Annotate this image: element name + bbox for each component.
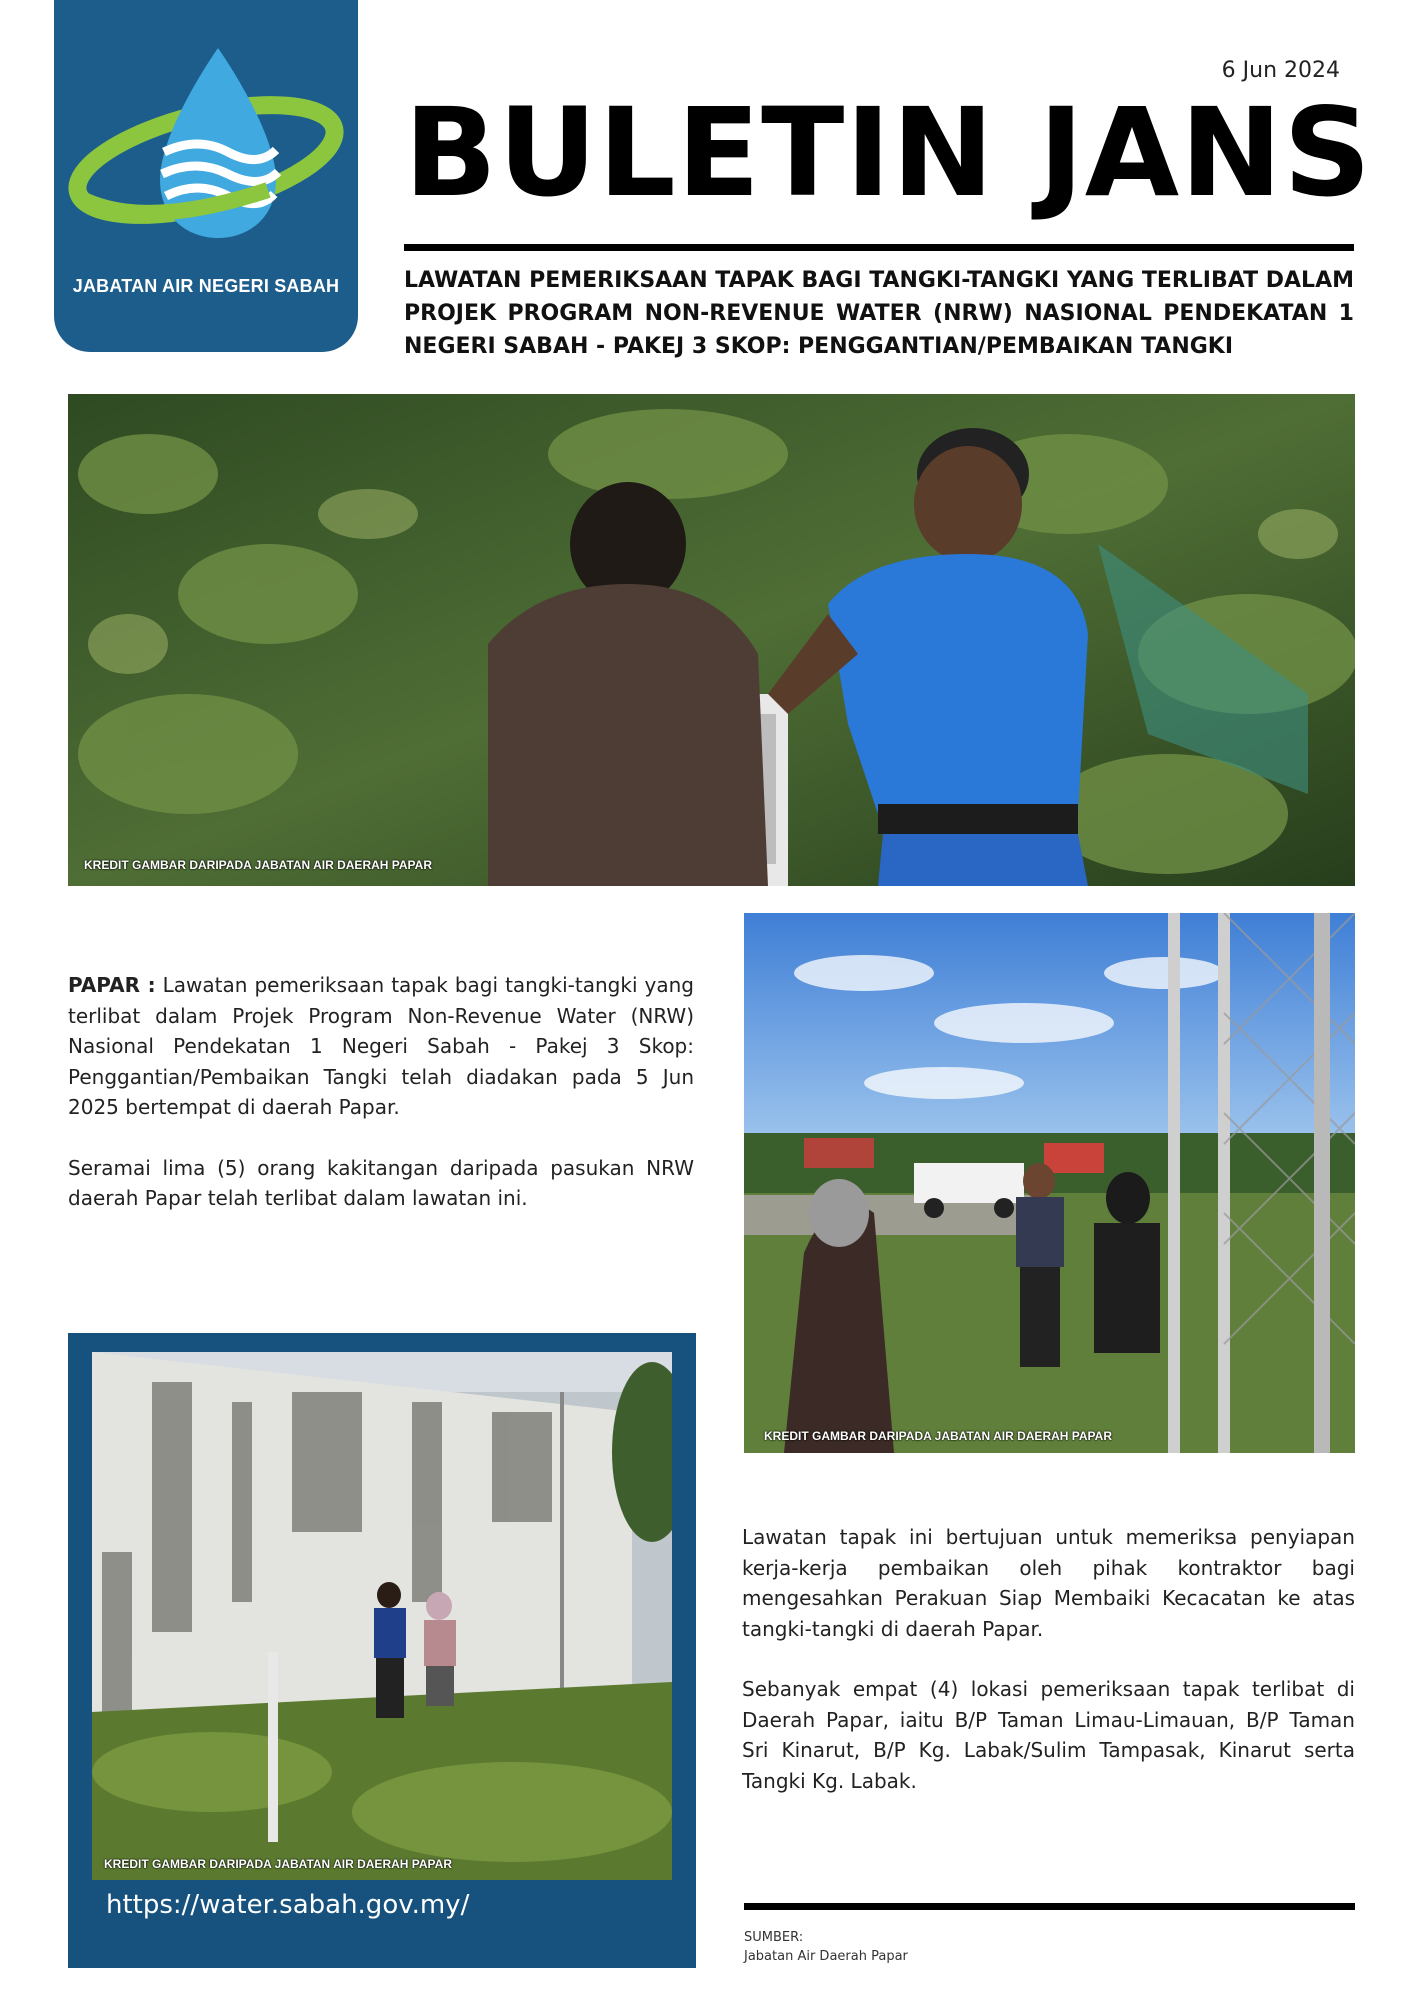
article-paragraph: Seramai lima (5) orang kakitangan daripada pasukan NRW daerah Papar telah terlibat dalam lawatan ini. xyxy=(68,1155,694,1210)
photo-site-team xyxy=(744,913,1355,1453)
bulletin-title: BULETIN JANS xyxy=(404,82,1373,224)
photo-inspection-meter-box xyxy=(68,394,1355,886)
article-headline: LAWATAN PEMERIKSAAN TAPAK BAGI TANGKI-TANGKI YANG TERLIBAT DALAM PROJEK PROGRAM NON-REVENUE WATER (NRW) NASIONAL PENDEKATAN 1 NEGERI SABAH - PAKEJ 3 SKOP: PENGGANTIAN/PEMBAIKAN TANGKI xyxy=(404,268,1354,359)
article-paragraph xyxy=(68,970,694,1123)
photo-credit: KREDIT GAMBAR DARIPADA JABATAN AIR DAERAH PAPAR xyxy=(84,858,432,872)
source-label: SUMBER: xyxy=(744,1930,804,1945)
photo-inspection-scene xyxy=(68,394,1355,886)
article-column-left xyxy=(68,970,694,1214)
photo-credit: KREDIT GAMBAR DARIPADA JABATAN AIR DAERAH PAPAR xyxy=(104,1857,452,1871)
photo-credit: KREDIT GAMBAR DARIPADA JABATAN AIR DAERAH PAPAR xyxy=(764,1429,1112,1443)
article-paragraph: Lawatan tapak ini bertujuan untuk memeriksa penyiapan kerja-kerja pembaikan oleh pihak kontraktor bagi mengesahkan Perakuan Siap Membaiki Kecacatan ke atas tangki-tangki di daerah Papar. xyxy=(742,1525,1355,1641)
issue-date: 6 Jun 2024 xyxy=(1221,58,1340,83)
water-drop-logo-icon xyxy=(68,40,348,260)
article-column-right xyxy=(742,1522,1355,1796)
dateline: PAPAR : xyxy=(68,973,156,997)
title-divider xyxy=(404,244,1354,251)
source-divider xyxy=(744,1903,1355,1910)
photo-tank-scene xyxy=(92,1352,672,1880)
source-value: Jabatan Air Daerah Papar xyxy=(744,1949,908,1964)
photo-site-scene xyxy=(744,913,1355,1453)
photo-water-tank xyxy=(92,1352,672,1880)
article-paragraph: Sebanyak empat (4) lokasi pemeriksaan tapak terlibat di Daerah Papar, iaitu B/P Taman Limau-Limauan, B/P Taman Sri Kinarut, B/P Kg. Labak/Sulim Tampasak, Kinarut serta Tangki Kg. Labak. xyxy=(742,1677,1355,1793)
website-link[interactable]: https://water.sabah.gov.my/ xyxy=(106,1890,470,1920)
logo-block xyxy=(54,0,358,352)
paragraph-1-text: Lawatan pemeriksaan tapak bagi tangki-tangki yang terlibat dalam Projek Program Non-Revenue Water (NRW) Nasional Pendekatan 1 Negeri Sabah - Pakej 3 Skop: Penggantian/Pembaikan Tangki telah diadakan pada 5 Jun 2025 bertempat di daerah Papar. xyxy=(68,973,694,1119)
org-name: JABATAN AIR NEGERI SABAH xyxy=(72,276,340,296)
